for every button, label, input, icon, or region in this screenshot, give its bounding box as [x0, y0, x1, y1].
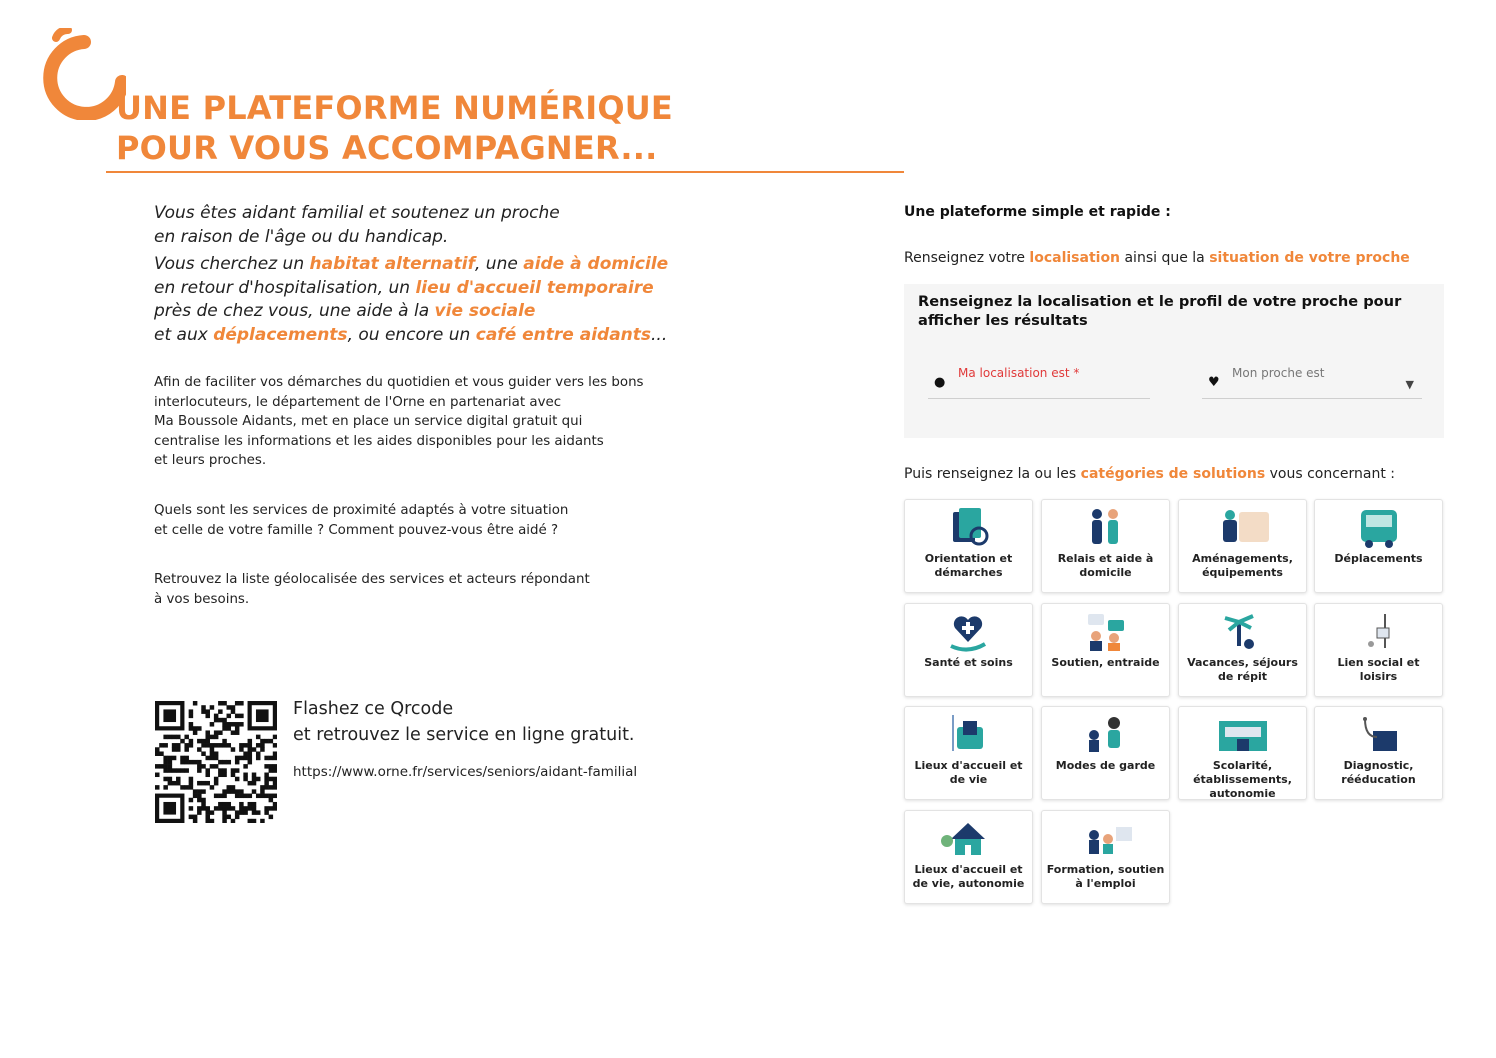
category-formation[interactable] [1041, 810, 1170, 904]
intro-text [154, 202, 774, 351]
highlight-localisation: localisation [1029, 250, 1121, 266]
category-garde[interactable] [1041, 706, 1170, 800]
step-text-run: Renseignez votre [904, 250, 1030, 266]
heart-icon: ♥ [1208, 375, 1220, 390]
step-text-run: Puis renseignez la ou les [904, 466, 1081, 482]
orange-ring-logo [36, 28, 126, 120]
step-1-text [904, 250, 1410, 266]
step-2-text [904, 466, 1395, 482]
highlight-vie-sociale: vie sociale [434, 301, 536, 321]
documents-search-icon [905, 506, 1032, 550]
chevron-down-icon: ▼ [1405, 378, 1414, 391]
service-url-link[interactable]: https://www.orne.fr/services/seniors/aidant-familial [293, 764, 638, 780]
category-relais[interactable] [1041, 499, 1170, 593]
paragraph-line: Afin de faciliter vos démarches du quotidien et vous guider vers les bons [154, 375, 644, 390]
paragraph-line: à vos besoins. [154, 591, 250, 607]
category-label: Déplacements [1334, 552, 1423, 565]
proche-select-label: Mon proche est [1232, 366, 1325, 380]
caregiver-icon [1042, 506, 1169, 550]
location-field[interactable] [928, 362, 1150, 399]
health-heart-icon [905, 610, 1032, 654]
intro-paragraph-2 [154, 253, 774, 347]
paragraph-line: et leurs proches. [154, 453, 267, 468]
category-lieux-accueil[interactable] [904, 706, 1033, 800]
paragraph-questions [154, 501, 714, 540]
category-soutien[interactable] [1041, 603, 1170, 697]
intro-line: en raison de l'âge ou du handicap. [154, 226, 449, 247]
paragraph-line: Quels sont les services de proximité adaptés à votre situation [154, 503, 569, 518]
intro-text-run: ... [651, 324, 668, 345]
highlight-aide-domicile: aide à domicile [523, 254, 669, 274]
category-label: Lieux d'accueil et de vie, autonomie [912, 863, 1025, 890]
step-text-run: ainsi que la [1120, 250, 1210, 266]
paragraph-service [154, 373, 714, 471]
intro-text-run: près de chez vous, une aide à la [154, 301, 435, 321]
proche-select[interactable] [1202, 362, 1422, 399]
house-icon [905, 817, 1032, 861]
intro-text-run: Vous cherchez un [154, 254, 310, 274]
highlight-situation: situation de votre proche [1209, 250, 1410, 266]
category-label: Lieux d'accueil et de vie [914, 759, 1023, 786]
childcare-icon [1042, 713, 1169, 757]
bus-icon [1315, 506, 1442, 550]
stethoscope-icon [1315, 713, 1442, 757]
category-label: Relais et aide à domicile [1057, 552, 1154, 579]
leisure-icon [1315, 610, 1442, 654]
qr-instruction-2: et retrouvez le service en ligne gratuit. [293, 725, 635, 745]
intro-text-run: et aux [154, 324, 214, 345]
intro-paragraph-1 [154, 202, 774, 249]
title-divider [106, 171, 904, 173]
category-label: Orientation et démarches [924, 552, 1013, 579]
tools-icon [1179, 506, 1306, 550]
paragraph-line: Ma Boussole Aidants, met en place un service digital gratuit qui [154, 414, 583, 429]
category-scolarite[interactable] [1178, 706, 1307, 800]
school-icon [1179, 713, 1306, 757]
title-line-1: UNE PLATEFORME NUMÉRIQUE [116, 89, 673, 127]
intro-line: Vous êtes aidant familial et soutenez un proche [154, 203, 560, 223]
armchair-icon [905, 713, 1032, 757]
category-label: Lien social et loisirs [1337, 656, 1420, 683]
category-lieux-autonomie[interactable] [904, 810, 1033, 904]
highlight-cafe-aidants: café entre aidants [475, 324, 652, 345]
palm-tree-icon [1179, 610, 1306, 654]
step-text-run: vous concernant : [1265, 466, 1396, 482]
page-title [116, 88, 673, 168]
category-vacances[interactable] [1178, 603, 1307, 697]
highlight-habitat: habitat alternatif [309, 254, 475, 274]
intro-text-run: , une [474, 254, 524, 274]
category-deplacements[interactable] [1314, 499, 1443, 593]
highlight-deplacements: déplacements [213, 324, 348, 345]
location-field-label: Ma localisation est * [958, 366, 1080, 380]
category-orientation[interactable] [904, 499, 1033, 593]
intro-text-run: en retour d'hospitalisation, un [154, 277, 416, 298]
paragraph-line: et celle de votre famille ? Comment pouvez-vous être aidé ? [154, 522, 559, 538]
category-label: Santé et soins [924, 656, 1013, 669]
category-label: Aménagements, équipements [1192, 552, 1293, 579]
qr-instruction-1: Flashez ce Qrcode [293, 699, 454, 719]
category-sante[interactable] [904, 603, 1033, 697]
title-line-2: POUR VOUS ACCOMPAGNER... [116, 129, 658, 167]
intro-text-run: , ou encore un [347, 324, 476, 345]
category-label: Soutien, entraide [1051, 656, 1160, 669]
paragraph-geoloc [154, 570, 714, 609]
location-pin-icon: ● [934, 375, 946, 390]
category-label: Scolarité, établissements, autonomie [1193, 759, 1292, 800]
chat-support-icon [1042, 610, 1169, 654]
paragraph-line: Retrouvez la liste géolocalisée des services et acteurs répondant [154, 572, 590, 587]
training-icon [1042, 817, 1169, 861]
category-amenagements[interactable] [1178, 499, 1307, 593]
category-label: Modes de garde [1055, 759, 1156, 772]
highlight-categories: catégories de solutions [1080, 466, 1266, 482]
form-title: Renseignez la localisation et le profil de votre proche pour afficher les résultats [918, 293, 1402, 329]
category-label: Formation, soutien à l'emploi [1046, 863, 1165, 890]
category-label: Vacances, séjours de répit [1187, 656, 1298, 683]
qr-code[interactable] [155, 701, 277, 823]
search-form-preview [904, 284, 1444, 438]
category-lien-social[interactable] [1314, 603, 1443, 697]
category-label: Diagnostic, rééducation [1341, 759, 1416, 786]
paragraph-line: interlocuteurs, le département de l'Orne en partenariat avec [154, 394, 562, 410]
right-heading: Une plateforme simple et rapide : [904, 204, 1171, 220]
category-diagnostic[interactable] [1314, 706, 1443, 800]
highlight-lieu-accueil: lieu d'accueil temporaire [415, 277, 654, 298]
paragraph-line: centralise les informations et les aides disponibles pour les aidants [154, 433, 604, 449]
